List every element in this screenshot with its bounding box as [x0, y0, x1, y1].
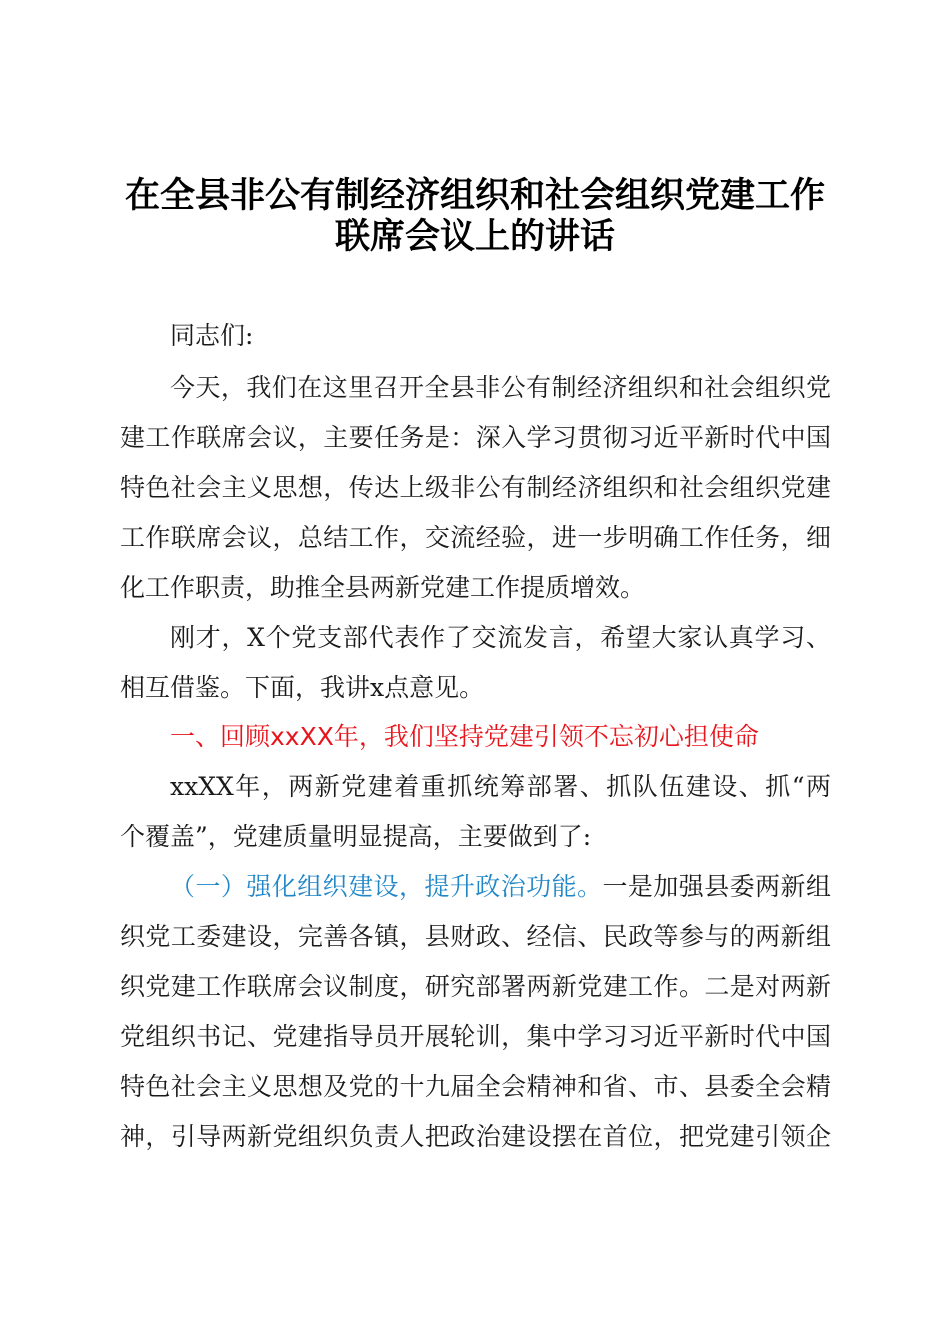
subsection-heading-1: （一）强化组织建设，提升政治功能。	[170, 872, 603, 901]
subsection-1-line-rest: 一是加强县委两新组	[602, 872, 831, 901]
paragraph3-line: 个覆盖”，党建质量明显提高，主要做到了:	[120, 822, 592, 851]
paragraph2-line: 刚才，X个党支部代表作了交流发言，希望大家认真学习、	[170, 623, 831, 652]
subsection-1-first-line	[170, 872, 831, 902]
paragraph1-line: 今天，我们在这里召开全县非公有制经济组织和社会组织党	[170, 373, 831, 402]
document-title-line-2: 联席会议上的讲话	[334, 217, 615, 257]
salutation: 同志们:	[170, 321, 254, 350]
section-heading-1: 一、回顾xxXX年，我们坚持党建引领不忘初心担使命	[170, 722, 759, 751]
paragraph1-line: 建工作联席会议，主要任务是：深入学习贯彻习近平新时代中国	[120, 423, 831, 452]
document-title-line-1: 在全县非公有制经济组织和社会组织党建工作	[124, 176, 825, 216]
subsection1-line: 神，引导两新党组织负责人把政治建设摆在首位，把党建引领企	[120, 1122, 831, 1151]
paragraph1-line: 特色社会主义思想，传达上级非公有制经济组织和社会组织党建	[120, 473, 831, 502]
subsection1-line: 织党建工作联席会议制度，研究部署两新党建工作。二是对两新	[120, 972, 831, 1001]
paragraph2-line: 相互借鉴。下面，我讲x点意见。	[120, 673, 485, 702]
subsection1-line: 党组织书记、党建指导员开展轮训，集中学习习近平新时代中国	[120, 1022, 831, 1051]
subsection1-line: 特色社会主义思想及党的十九届全会精神和省、市、县委全会精	[120, 1072, 831, 1101]
subsection1-line: 织党工委建设，完善各镇，县财政、经信、民政等参与的两新组	[120, 922, 831, 951]
paragraph3-line: xxXX年，两新党建着重抓统筹部署、抓队伍建设、抓“两	[170, 772, 831, 801]
paragraph1-line: 工作联席会议，总结工作，交流经验，进一步明确工作任务，细	[120, 523, 831, 552]
paragraph1-line: 化工作职责，助推全县两新党建工作提质增效。	[120, 573, 646, 602]
